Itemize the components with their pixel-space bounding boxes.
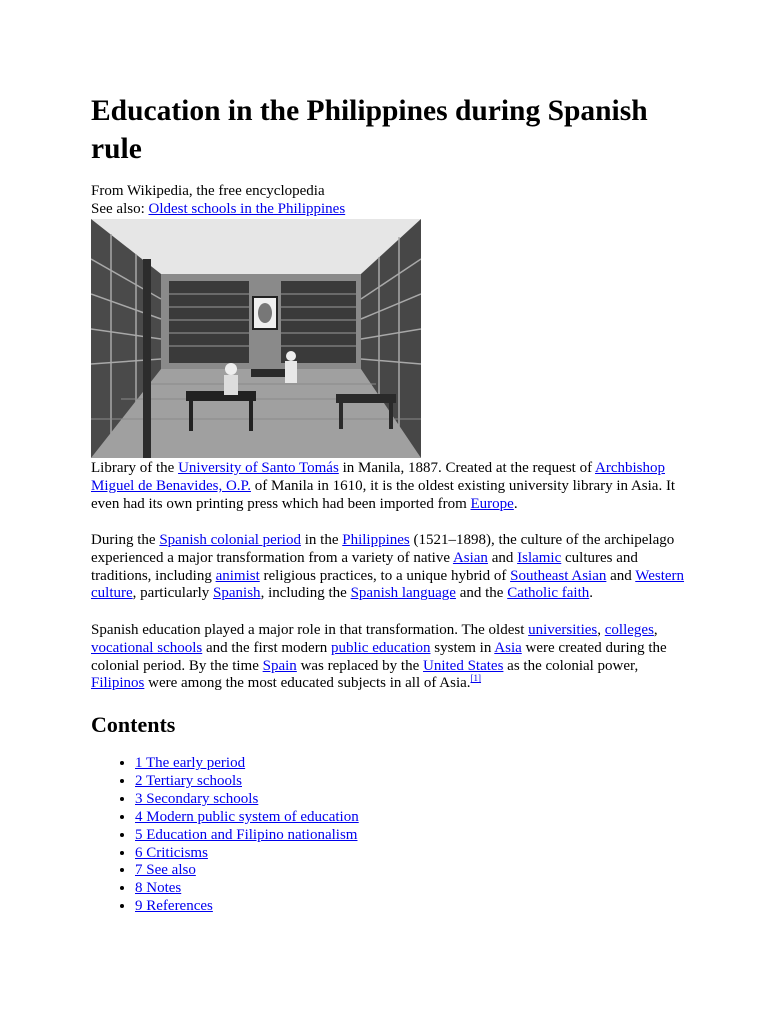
toc-link-secondary-schools[interactable]: 3 Secondary schools — [135, 790, 259, 807]
link-university-of-santo-tomas[interactable]: University of Santo Tomás — [178, 460, 339, 476]
figure-caption: Library of the University of Santo Tomás in Manila, 1887. Created at the request of Archbishop Miguel de Benavides, O.P. of Manila in 1610, it is the oldest existing university library in Asia. It even had its own printing press which had been imported from Europe. — [91, 460, 676, 512]
toc-item-see-also — [135, 862, 359, 880]
toc-item-criticisms — [135, 845, 359, 863]
link-asia[interactable]: Asia — [494, 639, 522, 656]
toc-item-secondary-schools — [135, 791, 359, 809]
toc-link-see-also[interactable]: 7 See also — [135, 862, 196, 879]
link-public-education[interactable]: public education — [330, 639, 431, 656]
tagline: From Wikipedia, the free encyclopedia — [91, 183, 325, 199]
toc-item-filipino-nationalism — [135, 827, 359, 845]
intro-paragraph-2: Spanish education played a major role in that transformation. The oldest universities, colleges, vocational schools and the first modern public education system in Asia were created during the colonial period. By the time Spain was replaced by the United States as the colonial power, Filipinos were among the most educated subjects in all of Asia.[1] — [91, 622, 667, 692]
toc-item-early-period — [135, 755, 359, 773]
toc-item-tertiary-schools — [135, 773, 359, 791]
link-spanish-language[interactable]: Spanish language — [350, 585, 456, 602]
table-of-contents — [91, 755, 359, 916]
toc-link-tertiary-schools[interactable]: 2 Tertiary schools — [135, 772, 242, 789]
toc-link-criticisms[interactable]: 6 Criticisms — [135, 844, 208, 861]
toc-link-early-period[interactable]: 1 The early period — [135, 755, 246, 771]
reference-link-1[interactable]: [1] — [470, 673, 482, 684]
toc-link-modern-public-system[interactable]: 4 Modern public system of education — [135, 808, 359, 825]
link-colleges[interactable]: colleges — [604, 622, 654, 638]
see-also-prefix: See also: — [91, 201, 149, 217]
toc-link-references[interactable]: 9 References — [135, 898, 213, 915]
link-catholic-faith[interactable]: Catholic faith — [507, 585, 590, 602]
link-spain[interactable]: Spain — [262, 657, 297, 674]
link-filipinos[interactable]: Filipinos — [91, 675, 145, 692]
toc-item-notes — [135, 880, 359, 898]
toc-link-notes[interactable]: 8 Notes — [135, 880, 182, 897]
see-also-link[interactable]: Oldest schools in the Philippines — [148, 201, 346, 217]
link-universities[interactable]: universities — [528, 622, 598, 638]
page-title: Education in the Philippines during Spanish rule — [91, 95, 648, 165]
link-philippines[interactable]: Philippines — [342, 532, 410, 548]
link-united-states[interactable]: United States — [423, 657, 504, 674]
see-also-note — [91, 200, 345, 218]
link-europe[interactable]: Europe — [470, 495, 514, 512]
library-photo-image — [91, 219, 421, 458]
link-archbishop-miguel-de-benavides[interactable]: Archbishop Miguel de Benavides, O.P. — [91, 460, 665, 494]
intro-paragraph-1: During the Spanish colonial period in the Philippines (1521–1898), the culture of the archipelago experienced a major transformation from a variety of native Asian and Islamic cultures and traditions, including animist religious practices, to a unique hybrid of Southeast Asian and Western culture, particularly Spanish, including the Spanish language and the Catholic faith. — [91, 532, 685, 602]
link-spanish[interactable]: Spanish — [213, 585, 261, 602]
link-animist[interactable]: animist — [215, 567, 260, 584]
link-asian[interactable]: Asian — [452, 549, 488, 566]
link-vocational-schools[interactable]: vocational schools — [91, 639, 203, 656]
link-islamic[interactable]: Islamic — [517, 549, 562, 566]
link-spanish-colonial-period[interactable]: Spanish colonial period — [159, 532, 301, 548]
toc-link-filipino-nationalism[interactable]: 5 Education and Filipino nationalism — [135, 826, 358, 843]
link-western-culture[interactable]: Western culture — [91, 567, 685, 602]
toc-item-modern-public-system — [135, 809, 359, 827]
toc-item-references — [135, 898, 359, 916]
library-photo[interactable] — [91, 219, 421, 458]
contents-heading: Contents — [91, 712, 176, 737]
link-southeast-asian[interactable]: Southeast Asian — [510, 567, 607, 584]
